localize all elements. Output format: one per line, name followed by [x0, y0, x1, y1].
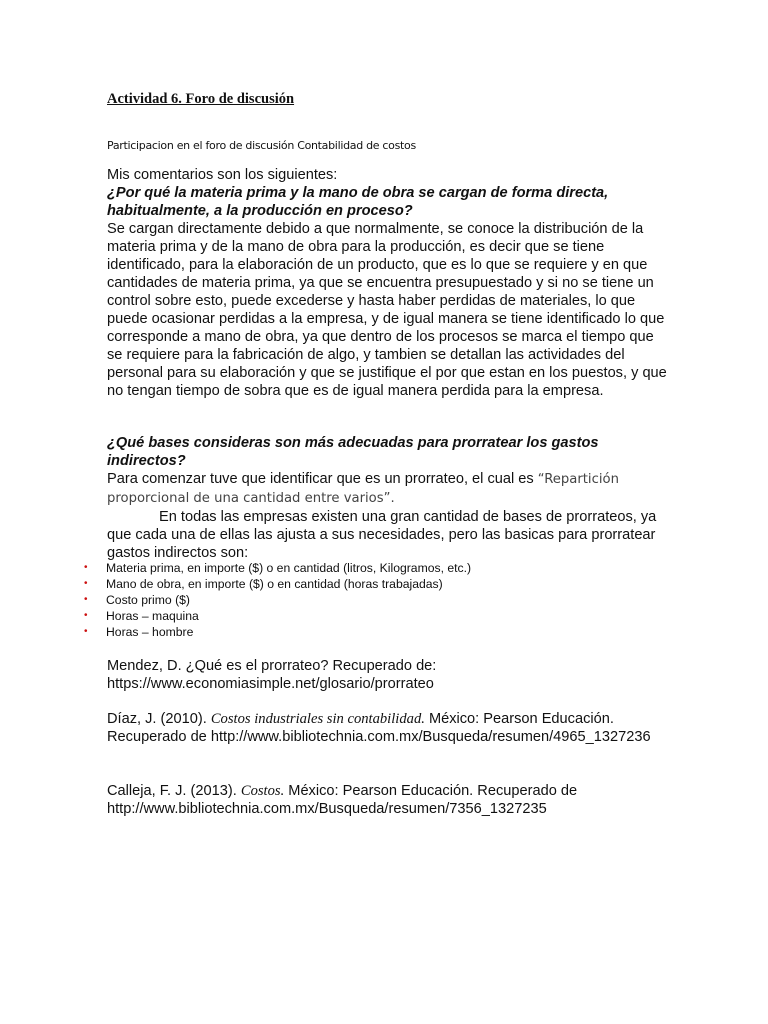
reference-calleja: [107, 782, 667, 818]
question-2: ¿Qué bases consideras son más adecuadas para prorratear los gastos indirectos?: [107, 435, 599, 469]
reference-diaz-rest: México: Pearson Educación. Recuperado de http://www.bibliotechnia.com.mx/Busqueda/resumen/4965_1327236: [107, 711, 651, 745]
list-item: [84, 576, 471, 592]
answer-2-start: Para comenzar tuve que identificar que es un prorrateo, el cual es: [107, 471, 538, 487]
definition-quote: “Repartición proporcional de una cantidad entre varios”.: [107, 472, 619, 506]
bullet-icon: •: [84, 594, 88, 605]
reference-diaz: [107, 710, 667, 746]
reference-calleja-rest: México: Pearson Educación. Recuperado de http://www.bibliotechnia.com.mx/Busqueda/resumen/7356_1327235: [107, 783, 578, 817]
list-item-label: Horas – hombre: [106, 625, 194, 639]
bullet-icon: •: [84, 562, 88, 573]
answer-2-paragraph-2: En todas las empresas existen una gran cantidad de bases de prorrateos, ya que cada una de ellas las ajusta a sus necesidades, pero las basicas para prorratear gastos indirectos son:: [107, 509, 657, 561]
list-item-label: Horas – maquina: [106, 609, 199, 623]
bases-list: [84, 560, 471, 640]
page-subtitle: Participacion en el foro de discusión Contabilidad de costos: [107, 139, 416, 152]
list-item-label: Mano de obra, en importe ($) o en cantidad (horas trabajadas): [106, 577, 443, 591]
answer-1: Se cargan directamente debido a que normalmente, se conoce la distribución de la materia prima y de la mano de obra para la producción, es decir que se tiene identificado, para la elaboración de un producto, que es lo que se requiere y en que cantidades de materia prima, ya que se encuentra presupuestado y si no se tiene un control sobre esto, puede excederse y hasta haber perdidas de materiales, lo que puede ocasionar perdidas a la empresa, y de igual manera se tiene identificado lo que corresponde a mano de obra, ya que dentro de los procesos se marca el tiempo que se requiere para la fabricación de algo, y tambien se detallan las actividades del personal para su elaboración y que se justifique el por que estan en los puestos, y que no tengan tiempo de sobra que es de igual manera perdida para la empresa.: [107, 221, 667, 399]
reference-mendez: Mendez, D. ¿Qué es el prorrateo? Recuperado de: https://www.economiasimple.net/glosario/prorrateo: [107, 658, 437, 692]
reference-diaz-author: Díaz, J. (2010).: [107, 711, 211, 727]
answer-2-paragraph-1: [107, 470, 667, 508]
bullet-icon: •: [84, 610, 88, 621]
list-item: [84, 608, 471, 624]
question-1: ¿Por qué la materia prima y la mano de obra se cargan de forma directa, habitualmente, a la producción en proceso?: [107, 185, 609, 219]
list-item: [84, 592, 471, 608]
question-1-section: [107, 166, 667, 400]
reference-calleja-author: Calleja, F. J. (2013).: [107, 783, 241, 799]
reference-diaz-title: Costos industriales sin contabilidad.: [210, 711, 425, 727]
bullet-icon: •: [84, 626, 88, 637]
reference-calleja-title: Costos.: [240, 783, 285, 799]
list-item: [84, 624, 471, 640]
list-item-label: Materia prima, en importe ($) o en cantidad (litros, Kilogramos, etc.): [106, 561, 472, 575]
page-title: Actividad 6. Foro de discusión: [107, 91, 295, 107]
list-item-label: Costo primo ($): [106, 593, 190, 607]
bullet-icon: •: [84, 578, 88, 589]
intro-text: Mis comentarios son los siguientes:: [107, 167, 338, 183]
list-item: [84, 560, 471, 576]
question-2-section: [107, 434, 667, 562]
